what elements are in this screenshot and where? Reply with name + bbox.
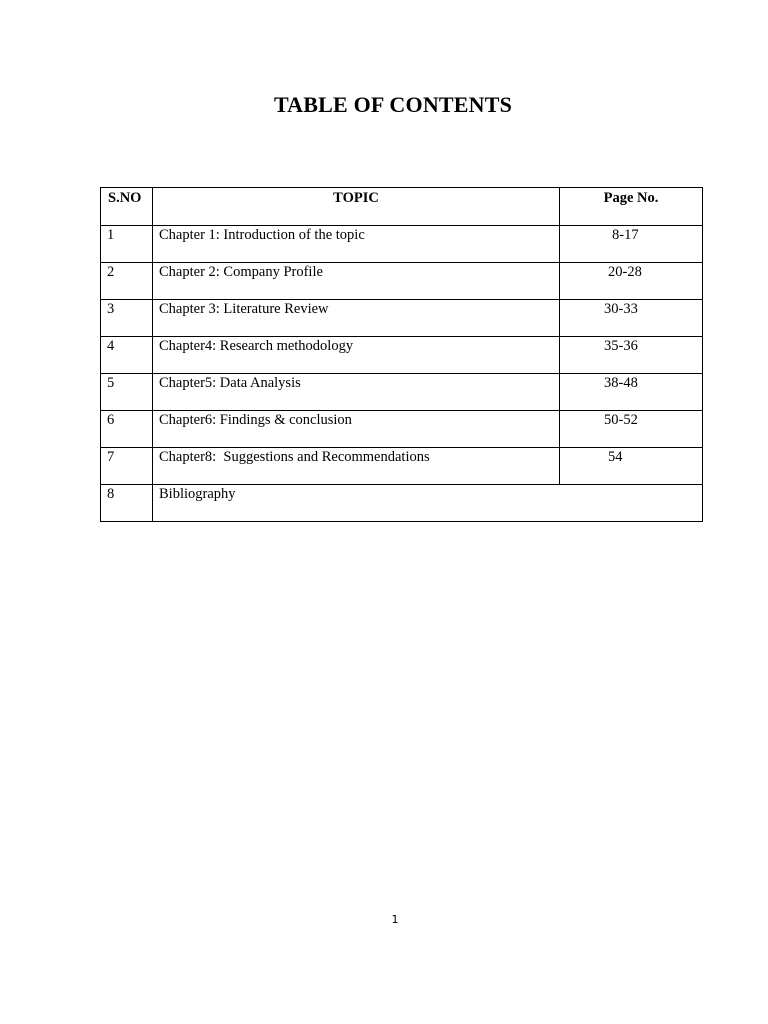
- row-sno: 3: [101, 300, 153, 337]
- table-row: [101, 411, 703, 448]
- row-page: 54: [560, 448, 703, 485]
- toc-table: [100, 187, 703, 522]
- row-topic: Chapter 2: Company Profile: [153, 263, 560, 300]
- row-sno: 2: [101, 263, 153, 300]
- row-page: 35-36: [560, 337, 703, 374]
- table-row: [101, 300, 703, 337]
- row-page: 50-52: [560, 411, 703, 448]
- table-row: [101, 337, 703, 374]
- row-topic: Chapter6: Findings & conclusion: [153, 411, 560, 448]
- row-topic: Chapter 3: Literature Review: [153, 300, 560, 337]
- header-sno: S.NO: [101, 188, 153, 226]
- header-page: Page No.: [560, 188, 703, 226]
- row-page: 38-48: [560, 374, 703, 411]
- row-topic: Chapter4: Research methodology: [153, 337, 560, 374]
- table-row: [101, 374, 703, 411]
- row-topic: Bibliography: [153, 485, 703, 522]
- row-sno: 6: [101, 411, 153, 448]
- table-row: [101, 263, 703, 300]
- row-page: 20-28: [560, 263, 703, 300]
- row-sno: 5: [101, 374, 153, 411]
- table-row: [101, 448, 703, 485]
- row-page: 30-33: [560, 300, 703, 337]
- table-row: [101, 226, 703, 263]
- row-sno: 1: [101, 226, 153, 263]
- row-topic: Chapter8: Suggestions and Recommendations: [153, 448, 560, 485]
- row-topic: Chapter 1: Introduction of the topic: [153, 226, 560, 263]
- row-page: 8-17: [560, 226, 703, 263]
- page-number: 1: [391, 913, 399, 926]
- table-row: [101, 485, 703, 522]
- page-title: TABLE OF CONTENTS: [273, 92, 513, 117]
- row-sno: 4: [101, 337, 153, 374]
- header-topic: TOPIC: [153, 188, 560, 226]
- row-sno: 7: [101, 448, 153, 485]
- row-topic: Chapter5: Data Analysis: [153, 374, 560, 411]
- table-header-row: [101, 188, 703, 226]
- row-sno: 8: [101, 485, 153, 522]
